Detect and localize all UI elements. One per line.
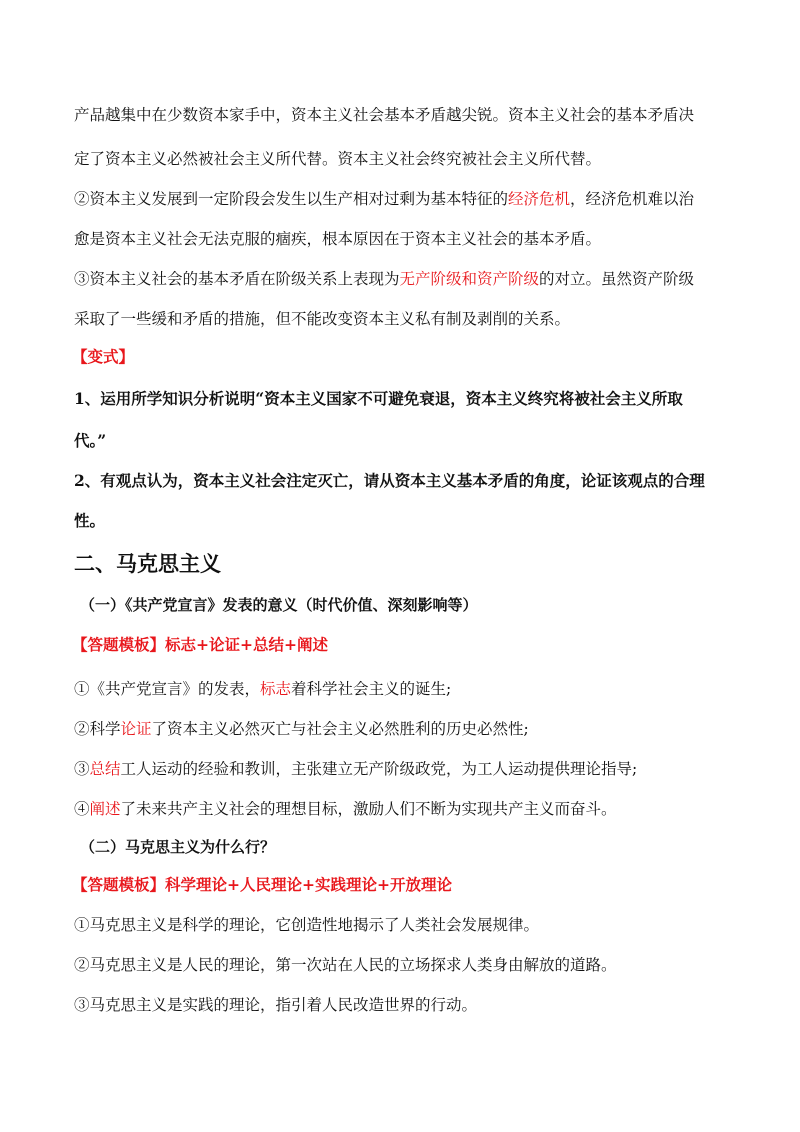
sub1-item-3-highlight: 总结	[89, 760, 121, 778]
sub1-template-label: 【答题模板】	[72, 635, 166, 654]
sub1-item-2-prefix: ②科学	[74, 720, 121, 738]
sub1-template-value: 标志+论证+总结+阐述	[165, 635, 328, 654]
variant-q1-line2: 代。”	[74, 431, 107, 450]
sub1-item-4-prefix: ④	[74, 800, 90, 818]
para1-line1: 产品越集中在少数资本家手中，资本主义社会基本矛盾越尖锐。资本主义社会的基本矛盾决	[74, 106, 695, 124]
sub1-item-3-suffix: 工人运动的经验和教训，主张建立无产阶级政党，为工人运动提供理论指导;	[120, 760, 638, 778]
variant-q1-line1: 1、运用所学知识分析说明“资本主义国家不可避免衰退，资本主义终究将被社会主义所取	[74, 389, 683, 408]
point2-suffix: ，经济危机难以治	[570, 190, 695, 208]
point2-line1	[74, 188, 734, 210]
sub2-item-3: ③马克思主义是实践的理论，指引着人民改造世界的行动。	[74, 996, 478, 1014]
sub2-title: （二）马克思主义为什么行？	[80, 838, 276, 856]
para1-line2: 定了资本主义必然被社会主义所代替。资本主义社会终究被社会主义所代替。	[74, 150, 602, 168]
sub1-item-4-highlight: 阐述	[89, 800, 121, 818]
sub1-item-1-prefix: ①《共产党宣言》的发表，	[74, 680, 261, 698]
point2-highlight: 经济危机	[508, 190, 571, 208]
point3-line2: 采取了一些缓和矛盾的措施，但不能改变资本主义私有制及剥削的关系。	[74, 310, 571, 328]
sub2-template-label: 【答题模板】	[72, 875, 166, 894]
variant-q2-line2: 性。	[74, 511, 106, 530]
sub2-item-1: ①马克思主义是科学的理论，它创造性地揭示了人类社会发展规律。	[74, 916, 540, 934]
point2-prefix: ②资本主义发展到一定阶段会发生以生产相对过剩为基本特征的	[74, 190, 509, 208]
sub2-template	[72, 874, 732, 896]
sub2-item-2: ②马克思主义是人民的理论，第一次站在人民的立场探求人类身由解放的道路。	[74, 956, 617, 974]
point3-line1	[74, 268, 734, 290]
sub2-template-value: 科学理论+人民理论+实践理论+开放理论	[165, 875, 452, 894]
sub1-item-2	[74, 718, 734, 740]
sub1-item-4-suffix: 了未来共产主义社会的理想目标，激励人们不断为实现共产主义而奋斗。	[120, 800, 617, 818]
sub1-item-1	[74, 678, 734, 700]
point3-highlight: 无产阶级和资产阶级	[399, 270, 540, 288]
variant-label: 【变式】	[72, 347, 135, 366]
sub1-item-4	[74, 798, 734, 820]
sub1-title: （一）《共产党宣言》发表的意义（时代价值、深刻影响等）	[80, 596, 478, 614]
point3-suffix: 的对立。虽然资产阶级	[539, 270, 695, 288]
sub1-item-1-highlight: 标志	[260, 680, 292, 698]
sub1-item-2-suffix: 了资本主义必然灭亡与社会主义必然胜利的历史必然性;	[151, 720, 529, 738]
variant-q2-line1: 2、有观点认为，资本主义社会注定灭亡，请从资本主义基本矛盾的角度，论证该观点的合理	[74, 471, 705, 490]
point3-prefix: ③资本主义社会的基本矛盾在阶级关系上表现为	[74, 270, 400, 288]
section2-title: 二、马克思主义	[74, 552, 221, 576]
sub1-item-3	[74, 758, 734, 780]
sub1-template	[72, 634, 732, 656]
point2-line2: 愈是资本主义社会无法克服的痼疾，根本原因在于资本主义社会的基本矛盾。	[74, 230, 602, 248]
sub1-item-1-suffix: 着科学社会主义的诞生;	[291, 680, 452, 698]
sub1-item-2-highlight: 论证	[120, 720, 152, 738]
sub1-item-3-prefix: ③	[74, 760, 90, 778]
